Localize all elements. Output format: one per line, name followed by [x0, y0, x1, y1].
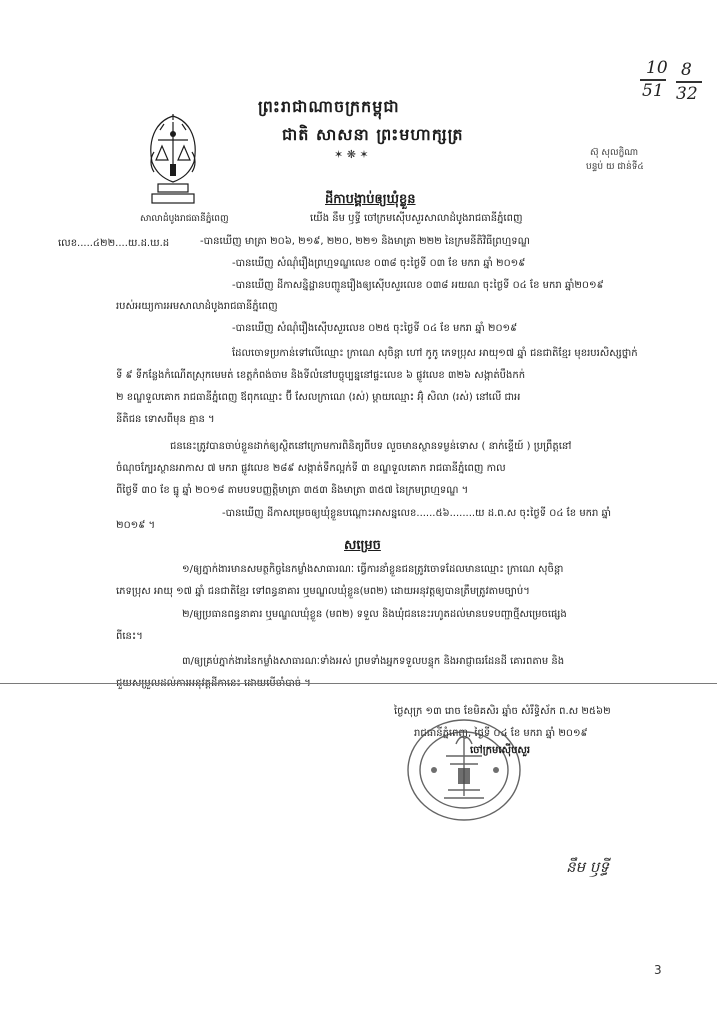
body-line: -បានឃើញ ដីកាសន្និដ្ឋានបញ្ជូនរឿងឲ្យស៊ើបសួរលេខ ០៣៨ អយណ ចុះថ្ងៃទី ០៤ ខែ មករា ឆ្នាំ២០១៩ — [232, 280, 604, 291]
body-line: -បានឃើញ សំណុំរឿងស៊ើបសួរលេខ ០២៥ ចុះថ្ងៃទី ០៤ ខែ មករា ឆ្នាំ ២០១៩ — [232, 323, 518, 334]
decision-line: ៣/ឲ្យគ្រប់ភ្នាក់ងារនៃកម្លាំងសាធារណៈទាំងអស់ ព្រមទាំងអ្នកទទួលបន្ទុក និងអាជ្ញាធរដែនដី គោរពតាម និង — [182, 656, 565, 667]
body-line: ទី ៩ ទីកន្លែងកំណើតស្រុកមេមត់ ខេត្តកំពង់ចាម និងទីលំនៅបច្ចុប្បន្ននៅផ្ទះលេខ ៦ ផ្លូវលេខ ៣២៦ សង្កាត់បឹងកក់ — [116, 370, 526, 381]
court-emblem-icon — [140, 112, 206, 212]
document-title: ដីកាបង្គាប់ឲ្យឃុំខ្លួន — [325, 192, 416, 207]
body-line: ២ ខណ្ឌទួលគោក រាជធានីភ្នំពេញ ឪពុកឈ្មោះ ប៊ី សែលក្រាណេ (រស់) ម្ដាយឈ្មោះ អ៊ុំ សិលា (រស់) នៅលើ ជាអ — [116, 392, 521, 403]
body-line: ពីថ្ងៃទី ៣០ ខែ ធ្នូ ឆ្នាំ ២០១៨ តាមបទបញ្ញត្តិមាត្រា ៣៥៣ និងមាត្រា ៣៥៧ នៃក្រមព្រហ្មទណ្ឌ ។ — [116, 485, 469, 496]
body-line: ជននេះត្រូវបានចាប់ខ្លួនដាក់ឲ្យស្ថិតនៅក្រោមការពិនិត្យពីបទ លួចមានស្ថានទម្ងន់ទោស ( នាក់ខ្ទើយ៍ ) ប្រព្រឹត្តនៅ — [170, 441, 572, 452]
body-line: នីតិជន ទោសពីមុន គ្មាន ។ — [116, 414, 215, 425]
handwritten-number: 8 — [681, 60, 692, 80]
body-line: យើង នឹម ឫទ្ធី ចៅក្រមស៊ើបសួរសាលាដំបូងរាជធានីភ្នំពេញ — [310, 213, 523, 224]
decision-line: ២/ឲ្យប្រធានពន្ធនាគារ ឬមណ្ឌលឃុំខ្លួន (មព២) ទទួល និងឃុំជននេះរហូតដល់មានបទបញ្ជាថ្មីសម្រេចផ្សេង — [182, 609, 567, 620]
handwritten-number: 51 — [642, 81, 664, 101]
body-line: -បានឃើញ សំណុំរឿងព្រហ្មទណ្ឌលេខ ០៣៨ ចុះថ្ងៃទី ០៣ ខែ មករា ឆ្នាំ ២០១៩ — [232, 258, 526, 269]
decision-line: ពីនេះ។ — [116, 631, 143, 642]
page-number: 3 — [654, 963, 662, 977]
decision-line: ១/ឲ្យភ្នាក់ងារមានសមត្ថកិច្ចនៃកម្លាំងសាធារណៈ ធ្វើការនាំខ្លួនជនត្រូវចោទដែលមានឈ្មោះ ក្រាណេ សុចិន្តា — [182, 564, 564, 575]
handwritten-number: 10 — [646, 58, 668, 78]
clerk-label: ស៊ុ សុលក្ខិណា — [590, 148, 639, 158]
decision-line: ភេទប្រុស អាយុ ១៧ ឆ្នាំ ជនជាតិខ្មែរ ទៅពន្ធនាគារ ឬមណ្ឌលឃុំខ្លួន(មព២) ដោយអនុវត្តឲ្យបានត្រឹមត្រូវតាមច្បាប់។ — [116, 586, 530, 597]
signature-name: នឹម ឫទ្ធី — [566, 858, 609, 876]
body-line: -បានឃើញ មាត្រា ២០៦, ២១៩, ២២០, ២២១ និងមាត្រា ២២២ នៃក្រមនីតិវិធីព្រហ្មទណ្ឌ — [200, 236, 530, 247]
room-label: បន្ទប់ យ ជាន់ទី៤ — [586, 162, 644, 172]
fraction-line — [676, 81, 702, 83]
official-stamp-icon — [404, 712, 536, 824]
decision-heading: សម្រេច — [344, 538, 381, 553]
body-line: របស់អយ្យការអមសាលាដំបូងរាជធានីភ្នំពេញ — [116, 301, 278, 312]
handwritten-number: 32 — [676, 84, 698, 104]
motto-heading: ជាតិ សាសនា ព្រះមហាក្សត្រ — [282, 125, 464, 144]
body-line: ដែលចោទប្រកាន់ទៅលើឈ្មោះ ក្រាណេ សុចិន្តា ហៅ កូកូ ភេទប្រុស អាយុ១៧ ឆ្នាំ ជនជាតិខ្មែរ មុខរបរសិស្សថ្នាក់ — [232, 348, 638, 359]
signer-title: ចៅក្រមស៊ើបសួរ — [470, 745, 531, 756]
ornament-divider: ✶ ❋ ✶ — [334, 148, 369, 161]
date-line: រាជធានីភ្នំពេញ, ថ្ងៃទី ០៤ ខែ មករា ឆ្នាំ ២០១៩ — [414, 728, 588, 739]
body-line: ចំណុចក្បែរស្ថានអាកាស ៧ មករា ផ្លូវលេខ ២៨៩ សង្កាត់ទឹកល្អក់ទី ៣ ខណ្ឌទួលគោក រាជធានីភ្នំពេញ កាល — [116, 463, 506, 474]
court-name-label: សាលាដំបូងរាជធានីភ្នំពេញ — [140, 214, 229, 224]
body-line: -បានឃើញ ដីកាសម្រេចឲ្យឃុំខ្លួនបណ្ដោះអាសន្នលេខ......៥៦........យ ដ.ព.ស ចុះថ្ងៃទី ០៤ ខែ មករា ឆ្នាំ — [222, 508, 612, 519]
lunar-date-line: ថ្ងៃសុក្រ ១៣ រោច ខែមិគសិរ ឆ្នាំច សំរឹទ្ធិស័ក ព.ស ២៥៦២ — [394, 706, 611, 717]
body-line: ២០១៩ ។ — [116, 520, 156, 531]
reference-number: លេខ.....៤២២....យ.ដ.ឃ.ដ — [58, 238, 170, 249]
scan-edge-line — [0, 683, 717, 684]
kingdom-heading: ព្រះរាជាណាចក្រកម្ពុជា — [258, 97, 400, 116]
